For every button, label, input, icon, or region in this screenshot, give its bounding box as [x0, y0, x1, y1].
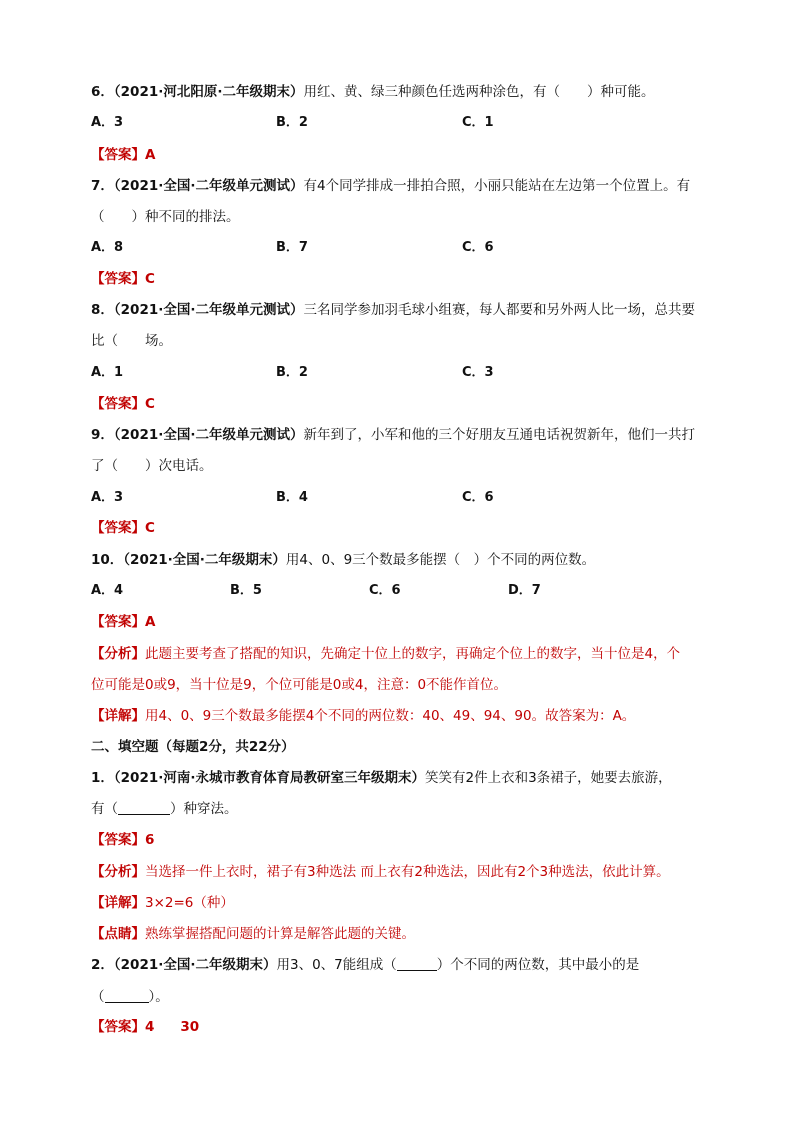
question-8 [91, 300, 695, 320]
option-a: A．8 [91, 240, 124, 255]
analysis-label: 【分析】 [91, 646, 145, 662]
question-number: 6． [91, 84, 114, 100]
question-source: （2021·全国·二年级期末） [123, 552, 286, 568]
analysis-text: 此题主要考查了搭配的知识，先确定十位上的数字，再确定个位上的数字，当十位是4，个 [145, 646, 681, 662]
fill-question-1-cont [91, 799, 238, 819]
option-a: A．4 [91, 583, 124, 598]
comment-label: 【点睛】 [91, 926, 145, 942]
question-text: 用红、黄、绿三种颜色任选两种涂色，有（ ）种可能。 [303, 84, 655, 100]
answer-line [91, 830, 154, 850]
text-fragment: （ [91, 989, 105, 1005]
answer-value: 6 [145, 832, 155, 848]
option-b: B．2 [276, 115, 308, 130]
question-source: （2021·全国·二年级单元测试） [113, 302, 304, 318]
answer-value: A [145, 614, 156, 630]
text-fragment: ）种穿法。 [170, 801, 238, 817]
answer-blank[interactable] [105, 988, 149, 1003]
detail-line [91, 706, 635, 726]
fill-question-2-cont [91, 987, 169, 1007]
option-d: D．7 [508, 583, 541, 598]
answer-label: 【答案】 [91, 614, 145, 630]
answer-label: 【答案】 [91, 520, 145, 536]
answer-line [91, 612, 155, 632]
section-title: 二、填空题（每题2分，共22分） [91, 739, 295, 755]
option-b: B．7 [276, 240, 308, 255]
detail-text: 3×2=6（种） [145, 895, 234, 911]
answer-value: C [145, 396, 155, 412]
answer-label: 【答案】 [91, 832, 145, 848]
text-fragment: 有（ [91, 801, 118, 817]
option-b: B．2 [276, 365, 308, 380]
analysis-text: 当选择一件上衣时，裙子有3种选法 而上衣有2种选法，因此有2个3种选法，依此计算。 [145, 864, 670, 880]
answer-value-1: 4 [145, 1019, 155, 1035]
answer-label: 【答案】 [91, 147, 145, 163]
answer-line [91, 1017, 199, 1037]
detail-line [91, 893, 234, 913]
fill-question-1 [91, 768, 672, 788]
option-a: A．3 [91, 115, 124, 130]
question-number: 9． [91, 427, 114, 443]
answer-line [91, 145, 155, 165]
question-source: （2021·河南·永城市教育体育局教研室三年级期末） [113, 770, 425, 786]
question-text: 三名同学参加羽毛球小组赛，每人都要和另外两人比一场，总共要 [303, 302, 695, 318]
question-7-cont: （ ）种不同的排法。 [91, 209, 240, 225]
option-a: A．3 [91, 490, 124, 505]
question-number: 7． [91, 178, 114, 194]
question-number: 1． [91, 770, 114, 786]
question-text: 有4个同学排成一排拍合照，小丽只能站在左边第一个位置上。有 [303, 178, 691, 194]
answer-label: 【答案】 [91, 396, 145, 412]
answer-label: 【答案】 [91, 1019, 145, 1035]
question-9 [91, 425, 695, 445]
question-number: 8． [91, 302, 114, 318]
question-source: （2021·河北阳原·二年级期末） [113, 84, 304, 100]
fill-question-2 [91, 955, 639, 975]
answer-blank[interactable] [397, 956, 437, 971]
analysis-label: 【分析】 [91, 864, 145, 880]
text-fragment: ）。 [148, 989, 169, 1005]
detail-label: 【详解】 [91, 895, 145, 911]
option-b: B．5 [230, 583, 262, 598]
answer-value-2: 30 [180, 1019, 200, 1035]
answer-value: A [145, 147, 156, 163]
text-fragment: 用3、0、7能组成（ [276, 957, 397, 973]
question-source: （2021·全国·二年级期末） [113, 957, 277, 973]
question-6 [91, 82, 655, 102]
question-text: 用4、0、9三个数最多能摆（ ）个不同的两位数。 [285, 552, 596, 568]
option-c: C．6 [462, 240, 494, 255]
question-source: （2021·全国·二年级单元测试） [113, 427, 304, 443]
question-number: 2． [91, 957, 114, 973]
question-7 [91, 176, 690, 196]
option-c: C．3 [462, 365, 494, 380]
answer-blank[interactable] [118, 800, 170, 815]
detail-text: 用4、0、9三个数最多能摆4个不同的两位数：40、49、94、90。故答案为：A。 [145, 708, 636, 724]
text-fragment: ）个不同的两位数，其中最小的是 [436, 957, 640, 973]
answer-label: 【答案】 [91, 271, 145, 287]
question-source: （2021·全国·二年级单元测试） [113, 178, 304, 194]
question-number: 10． [91, 552, 124, 568]
analysis-line [91, 862, 670, 882]
question-text: 笑笑有2件上衣和3条裙子，她要去旅游， [425, 770, 672, 786]
question-text: 新年到了，小军和他的三个好朋友互通电话祝贺新年，他们一共打 [303, 427, 695, 443]
option-c: C．6 [369, 583, 401, 598]
answer-line [91, 518, 155, 538]
question-9-cont: 了（ ）次电话。 [91, 458, 213, 474]
question-10 [91, 550, 595, 570]
comment-text: 熟练掌握搭配问题的计算是解答此题的关键。 [145, 926, 415, 942]
answer-line [91, 269, 155, 289]
option-c: C．1 [462, 115, 494, 130]
answer-value: C [145, 271, 155, 287]
answer-value: C [145, 520, 155, 536]
option-a: A．1 [91, 365, 124, 380]
analysis-line-cont: 位可能是0或9，当十位是9，个位可能是0或4，注意：0不能作首位。 [91, 677, 508, 693]
option-b: B．4 [276, 490, 308, 505]
option-c: C．6 [462, 490, 494, 505]
comment-line [91, 924, 415, 944]
answer-line [91, 394, 155, 414]
detail-label: 【详解】 [91, 708, 145, 724]
analysis-line [91, 644, 680, 664]
question-8-cont: 比（ 场。 [91, 333, 172, 349]
